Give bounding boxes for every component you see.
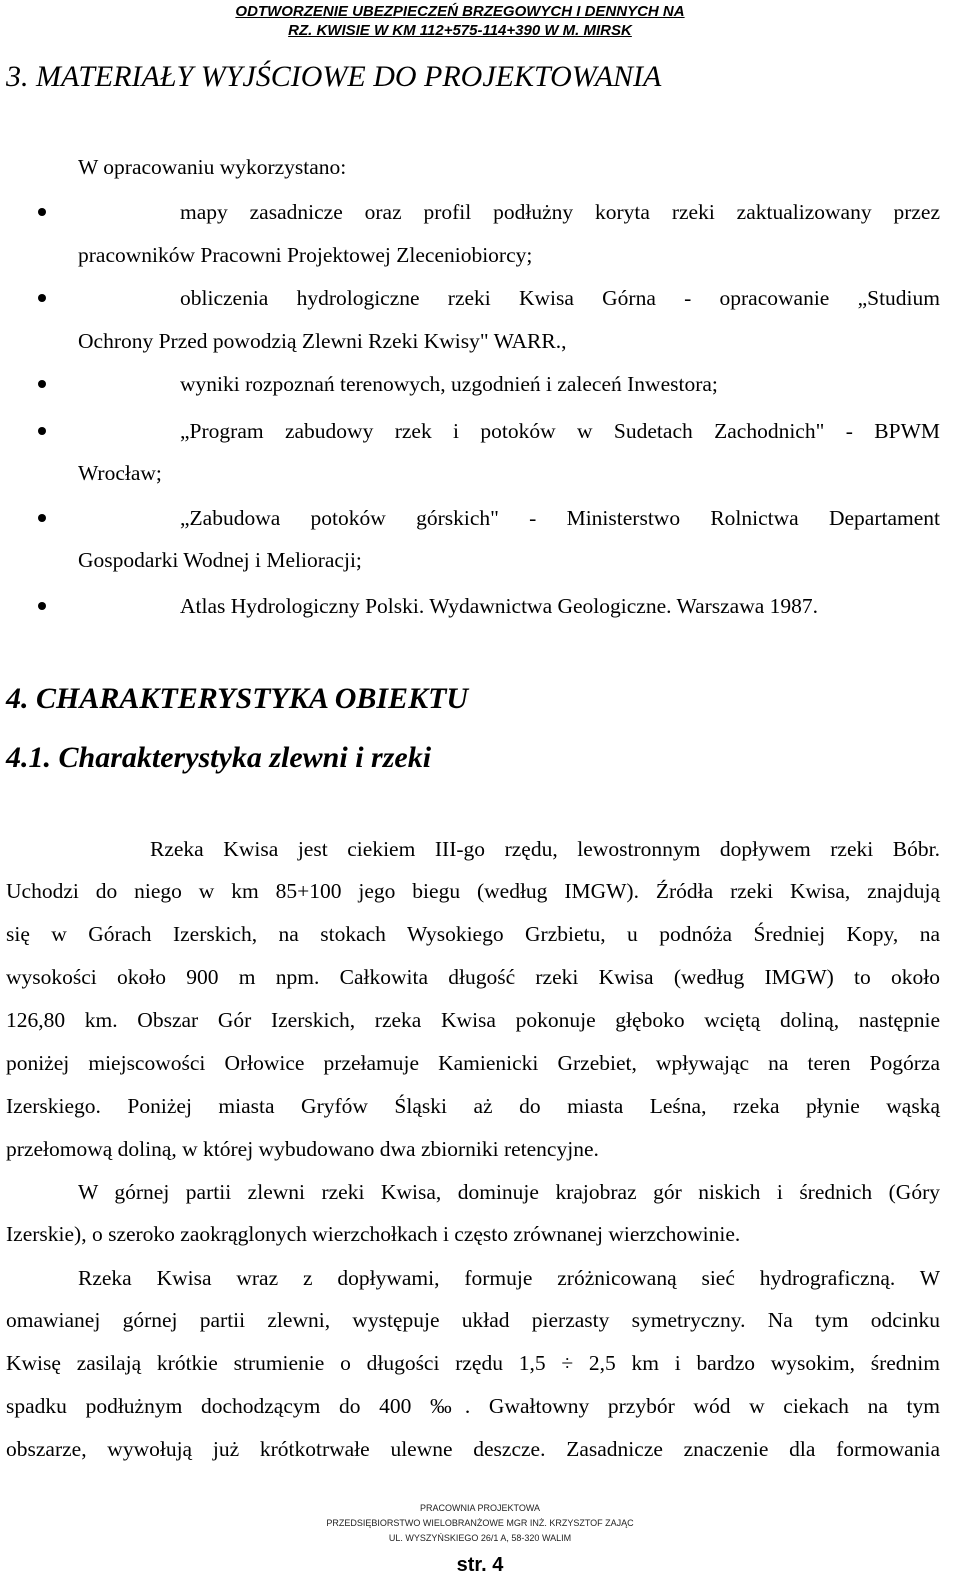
list-item-5: „Zabudowa potoków górskich" - Ministerstwo Rolnictwa Departament — [180, 506, 940, 530]
list-item-4-continuation: Wrocław; — [78, 461, 162, 485]
paragraph-2-line: W górnej partii zlewni rzeki Kwisa, dominuje krajobraz gór niskich i średnich (Góry — [78, 1180, 940, 1204]
list-item-3: wyniki rozpoznań terenowych, uzgodnień i zaleceń Inwestora; — [180, 372, 718, 396]
section-3-title: 3. MATERIAŁY WYJŚCIOWE DO PROJEKTOWANIA — [6, 60, 662, 93]
list-item-1-continuation: pracowników Pracowni Projektowej Zleceniobiorcy; — [78, 243, 533, 267]
paragraph-1-line: wysokości około 900 m npm. Całkowita długość rzeki Kwisa (według IMGW) to około — [6, 965, 940, 989]
bullet-icon — [38, 208, 46, 216]
list-item-2: obliczenia hydrologiczne rzeki Kwisa Górna - opracowanie „Studium — [180, 286, 940, 310]
bullet-icon — [38, 294, 46, 302]
page-number: str. 4 — [456, 1554, 504, 1576]
paragraph-1-line: Rzeka Kwisa jest ciekiem III-go rzędu, lewostronnym dopływem rzeki Bóbr. — [150, 837, 940, 861]
list-item-6: Atlas Hydrologiczny Polski. Wydawnictwa Geologiczne. Warszawa 1987. — [180, 594, 819, 618]
list-item-5-continuation: Gospodarki Wodnej i Melioracji; — [78, 548, 362, 572]
paragraph-3-line: spadku podłużnym dochodzącym do 400 ‰. Gwałtowny przybór wód w ciekach na tym — [6, 1394, 940, 1418]
paragraph-1-line: się w Górach Izerskich, na stokach Wysokiego Grzbietu, u podnóża Średniej Kopy, na — [6, 922, 940, 946]
document-header-line-1: ODTWORZENIE UBEZPIECZEŃ BRZEGOWYCH I DENNYCH NA — [235, 3, 685, 20]
document-header-line-2: RZ. KWISIE W KM 112+575-114+390 W M. MIRSK — [288, 22, 632, 39]
section-4-1-subtitle: 4.1. Charakterystyka zlewni i rzeki — [6, 741, 432, 774]
paragraph-1-line: 126,80 km. Obszar Gór Izerskich, rzeka Kwisa pokonuje głęboko wciętą doliną, następnie — [6, 1008, 940, 1032]
bullet-icon — [38, 380, 46, 388]
paragraph-1-line: Uchodzi do niego w km 85+100 jego biegu (według IMGW). Źródła rzeki Kwisa, znajdują — [6, 879, 940, 903]
paragraph-1-line: poniżej miejscowości Orłowice przełamuje Kamienicki Grzebiet, wpływając na teren Pogórza — [6, 1051, 940, 1075]
list-item-1: mapy zasadnicze oraz profil podłużny koryta rzeki zaktualizowany przez — [180, 200, 940, 224]
bullet-icon — [38, 514, 46, 522]
list-item-2-continuation: Ochrony Przed powodzią Zlewni Rzeki Kwisy" WARR., — [78, 329, 567, 353]
paragraph-1-line: przełomową doliną, w której wybudowano dwa zbiorniki retencyjne. — [6, 1137, 599, 1161]
footer-line-1: PRACOWNIA PROJEKTOWA — [419, 1503, 540, 1513]
paragraph-3-line: omawianej górnej partii zlewni, występuje układ pierzasty symetryczny. Na tym odcinku — [6, 1308, 940, 1332]
footer-line-2: PRZEDSIĘBIORSTWO WIELOBRANŻOWE MGR INŻ. KRZYSZTOF ZAJĄC — [326, 1518, 634, 1528]
section-4-title: 4. CHARAKTERYSTYKA OBIEKTU — [6, 682, 469, 715]
paragraph-3-line: obszarze, wywołują już krótkotrwałe ulewne deszcze. Zasadnicze znaczenie dla formowania — [6, 1437, 940, 1461]
paragraph-1-line: Izerskiego. Poniżej miasta Gryfów Śląski aż do miasta Leśna, rzeka płynie wąską — [6, 1094, 940, 1118]
paragraph-2-line: Izerskie), o szeroko zaokrąglonych wierzchołkach i często zrównanej wierzchowinie. — [6, 1222, 741, 1246]
list-item-4: „Program zabudowy rzek i potoków w Sudetach Zachodnich" - BPWM — [180, 419, 940, 443]
paragraph-3-line: Kwisę zasilają krótkie strumienie o długości rzędu 1,5 ÷ 2,5 km i bardzo wysokim, średnim — [6, 1351, 940, 1375]
intro-text: W opracowaniu wykorzystano: — [78, 155, 347, 179]
bullet-icon — [38, 427, 46, 435]
bullet-icon — [38, 602, 46, 610]
footer-line-3: UL. WYSZYŃSKIEGO 26/1 A, 58-320 WALIM — [388, 1533, 572, 1543]
paragraph-3-line: Rzeka Kwisa wraz z dopływami, formuje zróżnicowaną sieć hydrograficzną. W — [78, 1266, 940, 1290]
